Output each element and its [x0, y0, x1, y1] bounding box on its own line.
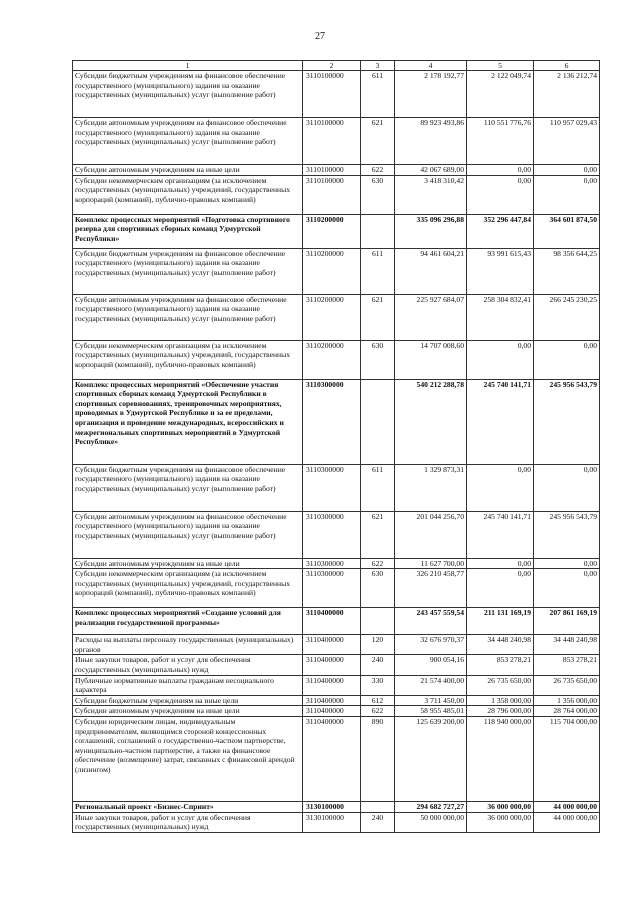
- header-cell: 2: [303, 61, 361, 71]
- row-name-cell: Субсидии автономным учреждениям на иные цели: [73, 706, 303, 717]
- row-value-2025-cell: 28 764 000,00: [534, 706, 600, 717]
- row-value-2024-cell: 211 131 169,19: [467, 608, 534, 635]
- row-value-2023-cell: 94 461 604,21: [395, 248, 467, 294]
- row-value-2025-cell: 0,00: [534, 558, 600, 569]
- table-row: [73, 635, 600, 655]
- row-type-cell: 611: [361, 248, 395, 294]
- row-value-2023-cell: 326 210 458,77: [395, 569, 467, 608]
- header-cell: 5: [467, 61, 534, 71]
- row-type-cell: 630: [361, 569, 395, 608]
- table-row: [73, 71, 600, 118]
- row-value-2023-cell: 58 955 485,01: [395, 706, 467, 717]
- table-row: [73, 214, 600, 248]
- row-value-2023-cell: 50 000 000,00: [395, 812, 467, 832]
- row-name-cell: Субсидии бюджетным учреждениям на финансовое обеспечение государственного (муниципального) задания на оказание государственных (муниципальных) услуг (выполнение работ): [73, 248, 303, 294]
- row-code-cell: 3110400000: [303, 608, 361, 635]
- row-type-cell: [361, 379, 395, 464]
- row-value-2024-cell: 0,00: [467, 569, 534, 608]
- row-value-2023-cell: 225 927 684,07: [395, 294, 467, 340]
- row-value-2025-cell: 34 448 240,98: [534, 635, 600, 655]
- row-code-cell: 3110400000: [303, 706, 361, 717]
- row-value-2023-cell: 335 096 296,88: [395, 214, 467, 248]
- row-name-cell: Иные закупки товаров, работ и услуг для обеспечения государственных (муниципальных) нужд: [73, 655, 303, 675]
- row-value-2025-cell: 0,00: [534, 340, 600, 379]
- table-row: [73, 340, 600, 379]
- row-code-cell: 3110400000: [303, 655, 361, 675]
- row-value-2024-cell: 34 448 240,98: [467, 635, 534, 655]
- row-value-2025-cell: 115 704 000,00: [534, 716, 600, 801]
- table-row: [73, 558, 600, 569]
- row-code-cell: 3110200000: [303, 214, 361, 248]
- row-value-2023-cell: 900 054,16: [395, 655, 467, 675]
- row-type-cell: 622: [361, 165, 395, 176]
- row-type-cell: 611: [361, 71, 395, 118]
- row-code-cell: 3110300000: [303, 569, 361, 608]
- row-value-2024-cell: 245 740 141,71: [467, 379, 534, 464]
- row-value-2023-cell: 89 923 493,86: [395, 118, 467, 165]
- table-row: [73, 608, 600, 635]
- row-value-2024-cell: 36 000 000,00: [467, 801, 534, 812]
- row-name-cell: Комплекс процессных мероприятий «Обеспечение участия спортивных сборных команд Удмуртской Республики в спортивных соревнованиях, тренировочных мероприятиях, проводимых в Удмуртской Республике и за ее пределами, организация и проведение международных, всероссийских и межрегиональных спортивных мероприятий в Удмуртской Республике»: [73, 379, 303, 464]
- row-code-cell: 3110100000: [303, 118, 361, 165]
- row-value-2024-cell: 93 991 615,43: [467, 248, 534, 294]
- row-type-cell: 621: [361, 118, 395, 165]
- row-value-2024-cell: 1 358 000,00: [467, 695, 534, 706]
- row-value-2023-cell: 42 067 689,00: [395, 165, 467, 176]
- row-value-2024-cell: 36 000 000,00: [467, 812, 534, 832]
- row-name-cell: Комплекс процессных мероприятий «Создание условий для реализации государственной программы»: [73, 608, 303, 635]
- row-name-cell: Субсидии некоммерческим организациям (за исключением государственных (муниципальных) учреждений, государственных корпораций (компаний), публично-правовых компаний): [73, 340, 303, 379]
- row-code-cell: 3110300000: [303, 379, 361, 464]
- table-row: [73, 801, 600, 812]
- row-value-2023-cell: 540 212 288,78: [395, 379, 467, 464]
- row-value-2024-cell: 28 796 000,00: [467, 706, 534, 717]
- header-cell: 6: [534, 61, 600, 71]
- table-row: [73, 655, 600, 675]
- table-row: [73, 675, 600, 695]
- row-value-2024-cell: 853 278,21: [467, 655, 534, 675]
- row-value-2024-cell: 0,00: [467, 340, 534, 379]
- row-value-2024-cell: 0,00: [467, 175, 534, 214]
- row-value-2025-cell: 98 356 644,25: [534, 248, 600, 294]
- row-name-cell: Субсидии юридическим лицам, индивидуальным предпринимателям, являющимся стороной концессионных соглашений, соглашений о государственно-частном партнерстве, муниципально-частном партнерстве, а также на финансовое обеспечение (возмещение) затрат, связанных с финансовой арендой (лизингом): [73, 716, 303, 801]
- row-value-2024-cell: 245 740 141,71: [467, 511, 534, 558]
- table-row: [73, 716, 600, 801]
- row-name-cell: Субсидии некоммерческим организациям (за исключением государственных (муниципальных) учреждений, государственных корпораций (компаний), публично-правовых компаний): [73, 569, 303, 608]
- header-cell: 4: [395, 61, 467, 71]
- row-code-cell: 3110400000: [303, 716, 361, 801]
- row-value-2025-cell: 110 957 029,43: [534, 118, 600, 165]
- row-name-cell: Субсидии автономным учреждениям на финансовое обеспечение государственного (муниципального) задания на оказание государственных (муниципальных) услуг (выполнение работ): [73, 294, 303, 340]
- table-row: [73, 812, 600, 832]
- row-value-2024-cell: 110 551 776,76: [467, 118, 534, 165]
- row-type-cell: 612: [361, 695, 395, 706]
- row-value-2023-cell: 201 044 256,70: [395, 511, 467, 558]
- row-value-2025-cell: 364 601 874,50: [534, 214, 600, 248]
- table-row: [73, 464, 600, 511]
- row-value-2025-cell: 1 356 000,00: [534, 695, 600, 706]
- row-type-cell: 622: [361, 706, 395, 717]
- row-code-cell: 3110200000: [303, 340, 361, 379]
- row-name-cell: Иные закупки товаров, работ и услуг для обеспечения государственных (муниципальных) нужд: [73, 812, 303, 832]
- row-code-cell: 3110300000: [303, 511, 361, 558]
- row-value-2024-cell: 2 122 049,74: [467, 71, 534, 118]
- row-value-2023-cell: 2 178 192,77: [395, 71, 467, 118]
- table-row: [73, 294, 600, 340]
- row-value-2024-cell: 26 735 650,00: [467, 675, 534, 695]
- row-name-cell: Субсидии автономным учреждениям на финансовое обеспечение государственного (муниципального) задания на оказание государственных (муниципальных) услуг (выполнение работ): [73, 118, 303, 165]
- table-row: [73, 695, 600, 706]
- row-name-cell: Субсидии бюджетным учреждениям на финансовое обеспечение государственного (муниципального) задания на оказание государственных (муниципальных) услуг (выполнение работ): [73, 464, 303, 511]
- row-name-cell: Публичные нормативные выплаты гражданам несоциального характера: [73, 675, 303, 695]
- row-value-2024-cell: 352 296 447,84: [467, 214, 534, 248]
- table-row: [73, 511, 600, 558]
- table-row: [73, 118, 600, 165]
- row-type-cell: [361, 801, 395, 812]
- row-code-cell: 3110100000: [303, 71, 361, 118]
- row-type-cell: 330: [361, 675, 395, 695]
- row-value-2023-cell: 32 676 970,37: [395, 635, 467, 655]
- row-code-cell: 3110300000: [303, 558, 361, 569]
- row-name-cell: Расходы на выплаты персоналу государственных (муниципальных) органов: [73, 635, 303, 655]
- row-value-2024-cell: 0,00: [467, 165, 534, 176]
- row-value-2023-cell: 294 682 727,27: [395, 801, 467, 812]
- row-type-cell: 120: [361, 635, 395, 655]
- row-name-cell: Субсидии автономным учреждениям на иные цели: [73, 165, 303, 176]
- row-value-2025-cell: 0,00: [534, 464, 600, 511]
- row-name-cell: Субсидии бюджетным учреждениям на финансовое обеспечение государственного (муниципального) задания на оказание государственных (муниципальных) услуг (выполнение работ): [73, 71, 303, 118]
- row-value-2025-cell: 0,00: [534, 175, 600, 214]
- row-type-cell: 890: [361, 716, 395, 801]
- table-row: [73, 379, 600, 464]
- row-value-2023-cell: 3 711 450,00: [395, 695, 467, 706]
- budget-table: [72, 60, 600, 833]
- table-row: [73, 569, 600, 608]
- row-value-2023-cell: 21 574 400,00: [395, 675, 467, 695]
- row-code-cell: 3110200000: [303, 248, 361, 294]
- row-type-cell: 621: [361, 511, 395, 558]
- row-value-2025-cell: 0,00: [534, 569, 600, 608]
- row-code-cell: 3110300000: [303, 464, 361, 511]
- row-code-cell: 3130100000: [303, 801, 361, 812]
- row-code-cell: 3110100000: [303, 165, 361, 176]
- row-value-2023-cell: 3 418 310,42: [395, 175, 467, 214]
- row-name-cell: Субсидии некоммерческим организациям (за исключением государственных (муниципальных) учреждений, государственных корпораций (компаний), публично-правовых компаний): [73, 175, 303, 214]
- row-type-cell: 630: [361, 340, 395, 379]
- table-row: [73, 706, 600, 717]
- row-value-2025-cell: 207 861 169,19: [534, 608, 600, 635]
- table-header: [73, 61, 600, 71]
- row-value-2024-cell: 0,00: [467, 464, 534, 511]
- header-cell: 3: [361, 61, 395, 71]
- row-type-cell: [361, 214, 395, 248]
- header-cell: 1: [73, 61, 303, 71]
- row-type-cell: 622: [361, 558, 395, 569]
- row-type-cell: 621: [361, 294, 395, 340]
- table-body: [73, 71, 600, 833]
- row-name-cell: Субсидии бюджетным учреждениям на иные цели: [73, 695, 303, 706]
- row-value-2025-cell: 44 000 000,00: [534, 812, 600, 832]
- row-name-cell: Региональный проект «Бизнес-Спринт»: [73, 801, 303, 812]
- row-value-2024-cell: 118 940 000,00: [467, 716, 534, 801]
- row-type-cell: 630: [361, 175, 395, 214]
- row-type-cell: [361, 608, 395, 635]
- row-value-2025-cell: 44 000 000,00: [534, 801, 600, 812]
- row-code-cell: 3130100000: [303, 812, 361, 832]
- row-value-2025-cell: 26 735 650,00: [534, 675, 600, 695]
- row-value-2025-cell: 2 136 212,74: [534, 71, 600, 118]
- row-code-cell: 3110400000: [303, 695, 361, 706]
- table-row: [73, 165, 600, 176]
- row-value-2025-cell: 245 956 543,79: [534, 379, 600, 464]
- row-type-cell: 611: [361, 464, 395, 511]
- row-value-2024-cell: 0,00: [467, 558, 534, 569]
- row-value-2024-cell: 258 304 832,41: [467, 294, 534, 340]
- row-code-cell: 3110100000: [303, 175, 361, 214]
- row-type-cell: 240: [361, 812, 395, 832]
- row-value-2025-cell: 245 956 543,79: [534, 511, 600, 558]
- row-value-2023-cell: 125 639 200,00: [395, 716, 467, 801]
- page-number: 27: [315, 31, 325, 42]
- row-name-cell: Субсидии автономным учреждениям на финансовое обеспечение государственного (муниципального) задания на оказание государственных (муниципальных) услуг (выполнение работ): [73, 511, 303, 558]
- row-value-2025-cell: 0,00: [534, 165, 600, 176]
- row-value-2023-cell: 14 707 008,60: [395, 340, 467, 379]
- row-code-cell: 3110400000: [303, 675, 361, 695]
- row-value-2023-cell: 1 329 873,31: [395, 464, 467, 511]
- row-value-2023-cell: 243 457 559,54: [395, 608, 467, 635]
- row-code-cell: 3110200000: [303, 294, 361, 340]
- table-row: [73, 248, 600, 294]
- table-row: [73, 175, 600, 214]
- row-code-cell: 3110400000: [303, 635, 361, 655]
- row-value-2023-cell: 11 627 700,00: [395, 558, 467, 569]
- row-value-2025-cell: 853 278,21: [534, 655, 600, 675]
- row-type-cell: 240: [361, 655, 395, 675]
- row-name-cell: Субсидии автономным учреждениям на иные цели: [73, 558, 303, 569]
- row-value-2025-cell: 266 245 230,25: [534, 294, 600, 340]
- row-name-cell: Комплекс процессных мероприятий «Подготовка спортивного резерва для спортивных сборных команд Удмуртской Республики»: [73, 214, 303, 248]
